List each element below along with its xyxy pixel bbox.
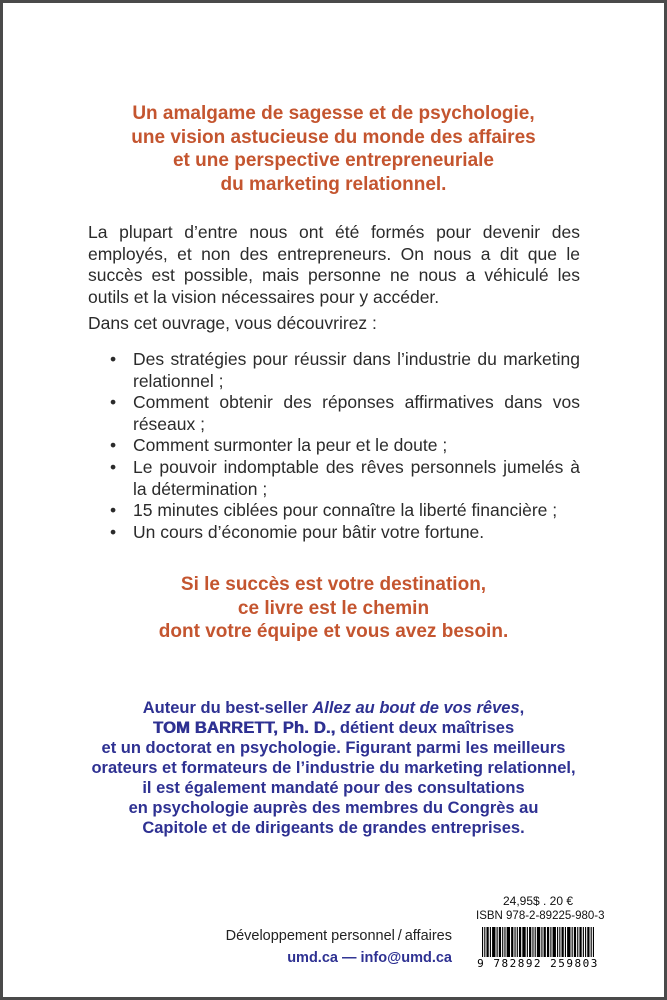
author-name: TOM BARRETT, Ph. D., xyxy=(152,718,336,737)
barcode-digits: 9 782892 259803 xyxy=(477,957,599,970)
headline-line: et une perspective entrepreneuriale xyxy=(172,150,494,171)
list-item xyxy=(88,500,580,522)
author-bio-text: , xyxy=(519,698,525,717)
author-bio-line xyxy=(3,718,664,738)
author-bio-line: Capitole et de dirigeants de grandes entreprises. xyxy=(142,818,525,837)
author-bio-line: il est également mandaté pour des consultations xyxy=(142,778,525,797)
bullet-icon xyxy=(88,349,133,392)
list-intro: Dans cet ouvrage, vous découvrirez : xyxy=(88,313,377,334)
isbn-label: ISBN 978-2-89225-980-3 xyxy=(476,910,605,922)
bullet-text: Comment obtenir des réponses affirmatives dans vos réseaux ; xyxy=(133,392,580,434)
headline-line: du marketing relationnel. xyxy=(220,173,447,195)
book-title: Allez au bout de vos rêves xyxy=(312,698,520,717)
list-item xyxy=(88,392,580,435)
barcode-bars-image xyxy=(482,927,594,957)
author-bio-line xyxy=(3,698,664,718)
bullet-text: Des stratégies pour réussir dans l’industrie du marketing relationnel ; xyxy=(133,348,580,391)
bullet-text: Le pouvoir indomptable des rêves personnels jumelés à la détermination ; xyxy=(133,456,580,499)
tagline-line: ce livre est le chemin xyxy=(237,597,430,619)
author-bio-line: en psychologie auprès des membres du Congrès au xyxy=(128,798,539,817)
body-copy xyxy=(3,222,664,543)
tagline xyxy=(3,573,664,644)
bullet-icon xyxy=(88,435,133,457)
list-item xyxy=(88,522,580,544)
category-label: Développement personnel / affaires xyxy=(225,928,452,944)
footer xyxy=(3,888,664,1000)
bullet-icon xyxy=(88,392,133,435)
bullet-list xyxy=(88,349,580,543)
publisher-block xyxy=(226,925,452,969)
intro-paragraph: La plupart d’entre nous ont été formés pour devenir des employés, et non des entrepreneurs. On nous a dit que le succès est possible, mais personne ne nous a véhiculé les outils et la vision nécessaires pour y accéder. xyxy=(88,222,580,307)
bullet-text: Un cours d’économie pour bâtir votre fortune. xyxy=(133,521,485,542)
bullet-text: 15 minutes ciblées pour connaître la liberté financière ; xyxy=(133,500,558,521)
price-block xyxy=(476,894,605,970)
bullet-icon xyxy=(88,457,133,500)
tagline-line: dont votre équipe et vous avez besoin. xyxy=(158,621,509,643)
list-item xyxy=(88,435,580,457)
bullet-icon xyxy=(88,522,133,544)
list-item xyxy=(88,457,580,500)
list-item xyxy=(88,349,580,392)
author-bio-text: détient deux maîtrises xyxy=(335,718,515,737)
author-bio-line: et un doctorat en psychologie. Figurant parmi les meilleurs xyxy=(101,738,566,757)
barcode xyxy=(476,927,600,970)
headline xyxy=(3,102,664,196)
headline-line: une vision astucieuse du monde des affaires xyxy=(131,126,536,148)
author-bio-line: orateurs et formateurs de l’industrie du marketing relationnel, xyxy=(91,758,576,777)
tagline-line: Si le succès est votre destination, xyxy=(180,574,487,596)
publisher-contact: umd.ca — info@umd.ca xyxy=(287,950,452,966)
headline-line: Un amalgame de sagesse et de psychologie, xyxy=(132,103,535,124)
price-label: 24,95$ . 20 € xyxy=(502,894,574,908)
author-bio xyxy=(3,698,664,838)
bullet-text: Comment surmonter la peur et le doute ; xyxy=(133,435,448,456)
bullet-icon xyxy=(88,500,133,522)
author-bio-text: Auteur du best-seller xyxy=(142,698,313,717)
